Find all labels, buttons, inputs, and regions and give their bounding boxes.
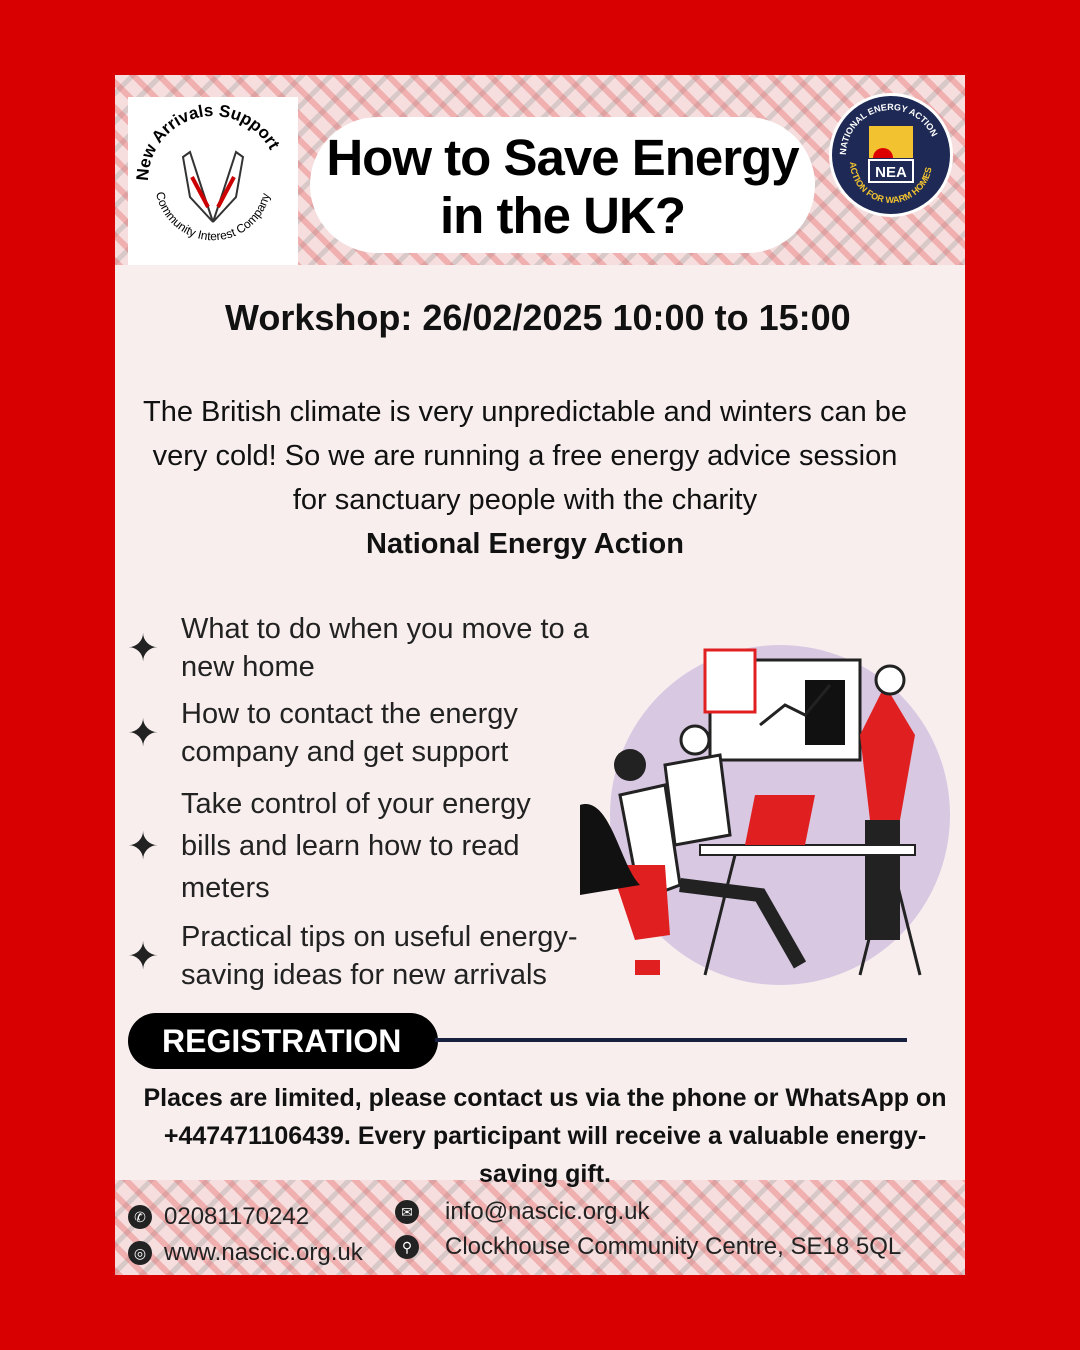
location-pin-icon: ⚲	[395, 1235, 419, 1259]
contact-website	[128, 1239, 363, 1267]
address-text: Clockhouse Community Centre, SE18 5QL	[445, 1233, 902, 1260]
nea-logo	[829, 93, 953, 217]
title-line-2: in the UK?	[440, 187, 685, 244]
new-arrivals-support-logo	[128, 97, 298, 265]
sparkle-star-icon: ✦	[127, 935, 159, 978]
svg-text:Community Interest Company: Community Interest Company	[152, 190, 273, 244]
sparkle-star-icon: ✦	[127, 712, 159, 755]
sparkle-star-icon: ✦	[127, 627, 159, 670]
envelope-icon: ✉	[395, 1200, 419, 1224]
svg-text:ACTION FOR WARM HOMES: ACTION FOR WARM HOMES	[847, 161, 934, 206]
bullet-item: ✦ Take control of your energy bills and learn how to read meters	[123, 783, 571, 909]
contact-address	[395, 1233, 901, 1261]
email-link[interactable]: info@nascic.org.uk	[445, 1198, 650, 1225]
contact-email	[395, 1198, 649, 1226]
svg-text:New Arrivals Support: New Arrivals Support	[132, 100, 284, 182]
sparkle-star-icon: ✦	[127, 825, 159, 868]
workshop-illustration	[580, 635, 950, 990]
website-link[interactable]: www.nascic.org.uk	[164, 1239, 363, 1266]
svg-text:NEA: NEA	[875, 164, 907, 181]
phone-icon: ✆	[128, 1205, 152, 1229]
charity-name: National Energy Action	[366, 528, 684, 560]
intro-text: The British climate is very unpredictable and winters can be very cold! So we are running a free energy advice session for sanctuary people with the charity	[142, 396, 908, 516]
globe-icon: ◎	[128, 1241, 152, 1265]
bullet-item: ✦ Practical tips on useful energy-saving ideas for new arrivals	[123, 918, 611, 994]
workshop-datetime: Workshop: 26/02/2025 10:00 to 15:00	[225, 297, 851, 338]
title-banner	[310, 117, 815, 253]
svg-text:NATIONAL ENERGY ACTION: NATIONAL ENERGY ACTION	[837, 101, 940, 156]
intro-paragraph	[135, 390, 915, 566]
bullet-item: ✦ What to do when you move to a new home	[123, 610, 601, 686]
divider-line	[435, 1038, 907, 1042]
poster	[115, 75, 965, 1275]
bullet-item: ✦ How to contact the energy company and get support	[123, 695, 561, 771]
contact-phone	[128, 1203, 309, 1231]
registration-heading: REGISTRATION	[128, 1013, 438, 1069]
phone-number[interactable]: 02081170242	[164, 1203, 310, 1230]
title-line-1: How to Save Energy	[326, 129, 799, 186]
registration-text: Places are limited, please contact us via the phone or WhatsApp on +447471106439. Every participant will receive a valuable energy-saving gift.	[143, 1084, 947, 1188]
